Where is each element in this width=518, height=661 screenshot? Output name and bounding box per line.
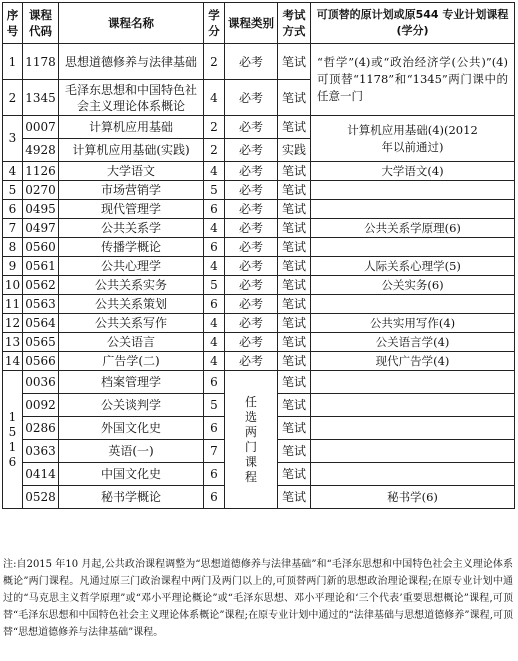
seq-cell-merged bbox=[3, 371, 23, 509]
credit-cell: 6 bbox=[204, 238, 225, 257]
replace-cell: 人际关系心理学(5) bbox=[311, 257, 515, 276]
seq-cell: 13 bbox=[3, 333, 23, 352]
name-cell: 公共心理学 bbox=[59, 257, 204, 276]
credit-cell: 4 bbox=[204, 333, 225, 352]
credit-cell: 4 bbox=[204, 352, 225, 371]
seq-cell: 9 bbox=[3, 257, 23, 276]
code-cell: 1345 bbox=[23, 80, 59, 116]
seq-15-16-label: 15 16 bbox=[8, 409, 17, 469]
elective-label: 任选两门课程 bbox=[244, 394, 257, 484]
seq-cell: 2 bbox=[3, 80, 23, 116]
exam-cell: 笔试 bbox=[278, 80, 311, 116]
table-row bbox=[3, 276, 515, 295]
table-row bbox=[3, 162, 515, 181]
exam-cell: 笔试 bbox=[278, 116, 311, 139]
header-exam: 考试方式 bbox=[278, 3, 311, 44]
name-cell: 英语(一) bbox=[59, 440, 204, 463]
name-cell: 公共关系写作 bbox=[59, 314, 204, 333]
table-row bbox=[3, 200, 515, 219]
replace-cell bbox=[311, 463, 515, 486]
name-cell: 计算机应用基础 bbox=[59, 116, 204, 139]
code-cell: 0270 bbox=[23, 181, 59, 200]
table-row bbox=[3, 295, 515, 314]
name-cell: 传播学概论 bbox=[59, 238, 204, 257]
name-cell: 大学语文 bbox=[59, 162, 204, 181]
code-cell: 0564 bbox=[23, 314, 59, 333]
code-cell: 0565 bbox=[23, 333, 59, 352]
seq-cell: 11 bbox=[3, 295, 23, 314]
header-name: 课程名称 bbox=[59, 3, 204, 44]
code-cell: 1126 bbox=[23, 162, 59, 181]
footnote: 注:自2015 年10 月起,公共政治课程调整为“思想道德修养与法律基础”和“毛泽东思想和中国特色社会主义理论体系概论”两门课程。凡通过原三门政治课程中两门及两门以上的,可顶替两门新的思想政治理论课程;在原专业计划中通过的“马克思主义哲学原理”或“邓小平理论概论”或“毛泽东思想、邓小平理论和‘三个代表’重要思想概论”课程,可顶替“毛泽东思想和中国特色社会主义理论体系概论”课程;在原专业计划中通过的“法律基础与思想道德修养”课程,可顶替“思想道德修养与法律基础”课程。 bbox=[3, 559, 513, 638]
credit-cell: 7 bbox=[204, 440, 225, 463]
seq-cell: 12 bbox=[3, 314, 23, 333]
code-cell: 0286 bbox=[23, 417, 59, 440]
code-cell: 0560 bbox=[23, 238, 59, 257]
table-row bbox=[3, 44, 515, 80]
replace-cell-merged: 计算机应用基础(4)(2012 年以前通过) bbox=[311, 116, 515, 162]
credit-cell: 6 bbox=[204, 295, 225, 314]
credit-cell: 4 bbox=[204, 314, 225, 333]
table-row bbox=[3, 257, 515, 276]
name-cell: 公共关系策划 bbox=[59, 295, 204, 314]
exam-cell: 笔试 bbox=[278, 238, 311, 257]
name-cell: 外国文化史 bbox=[59, 417, 204, 440]
table-row bbox=[3, 352, 515, 371]
exam-cell: 笔试 bbox=[278, 162, 311, 181]
exam-cell: 笔试 bbox=[278, 219, 311, 238]
replace-cell: 公关语言学(4) bbox=[311, 333, 515, 352]
exam-cell: 笔试 bbox=[278, 314, 311, 333]
category-cell: 必考 bbox=[225, 314, 278, 333]
name-cell: 公关语言 bbox=[59, 333, 204, 352]
exam-cell: 笔试 bbox=[278, 440, 311, 463]
name-cell: 公关谈判学 bbox=[59, 394, 204, 417]
category-cell: 必考 bbox=[225, 333, 278, 352]
code-cell: 0007 bbox=[23, 116, 59, 139]
code-cell: 0566 bbox=[23, 352, 59, 371]
seq-cell: 1 bbox=[3, 44, 23, 80]
name-cell: 市场营销学 bbox=[59, 181, 204, 200]
replace-cell bbox=[311, 417, 515, 440]
replace-cell bbox=[311, 200, 515, 219]
replace-cell: 大学语文(4) bbox=[311, 162, 515, 181]
seq-cell: 7 bbox=[3, 219, 23, 238]
code-cell: 0561 bbox=[23, 257, 59, 276]
seq-cell: 6 bbox=[3, 200, 23, 219]
credit-cell: 4 bbox=[204, 80, 225, 116]
seq-cell: 3 bbox=[3, 116, 23, 162]
name-cell: 公共关系学 bbox=[59, 219, 204, 238]
replace-cell bbox=[311, 295, 515, 314]
exam-cell: 实践 bbox=[278, 139, 311, 162]
exam-cell: 笔试 bbox=[278, 200, 311, 219]
exam-cell: 笔试 bbox=[278, 352, 311, 371]
credit-cell: 2 bbox=[204, 116, 225, 139]
category-cell-merged bbox=[225, 371, 278, 509]
category-cell: 必考 bbox=[225, 295, 278, 314]
category-cell: 必考 bbox=[225, 257, 278, 276]
exam-cell: 笔试 bbox=[278, 486, 311, 509]
header-credit: 学分 bbox=[204, 3, 225, 44]
credit-cell: 4 bbox=[204, 257, 225, 276]
exam-cell: 笔试 bbox=[278, 276, 311, 295]
seq-cell: 4 bbox=[3, 162, 23, 181]
table-row bbox=[3, 238, 515, 257]
category-cell: 必考 bbox=[225, 352, 278, 371]
code-cell: 0092 bbox=[23, 394, 59, 417]
category-cell: 必考 bbox=[225, 219, 278, 238]
credit-cell: 4 bbox=[204, 219, 225, 238]
credit-cell: 6 bbox=[204, 417, 225, 440]
code-cell: 0563 bbox=[23, 295, 59, 314]
code-cell: 4928 bbox=[23, 139, 59, 162]
table-row bbox=[3, 116, 515, 139]
credit-cell: 6 bbox=[204, 463, 225, 486]
seq-cell: 10 bbox=[3, 276, 23, 295]
code-cell: 0495 bbox=[23, 200, 59, 219]
exam-cell: 笔试 bbox=[278, 371, 311, 394]
header-seq: 序号 bbox=[3, 3, 23, 44]
credit-cell: 6 bbox=[204, 200, 225, 219]
table-row bbox=[3, 219, 515, 238]
exam-cell: 笔试 bbox=[278, 463, 311, 486]
credit-cell: 2 bbox=[204, 139, 225, 162]
code-cell: 0036 bbox=[23, 371, 59, 394]
replace-cell-merged: “哲学”(4)或“政治经济学(公共)”(4)可顶替“1178”和“1345”两门课中的任意一门 bbox=[311, 44, 515, 116]
seq-cell: 8 bbox=[3, 238, 23, 257]
course-table bbox=[2, 2, 515, 509]
code-cell: 0363 bbox=[23, 440, 59, 463]
code-cell: 0414 bbox=[23, 463, 59, 486]
category-cell: 必考 bbox=[225, 181, 278, 200]
credit-cell: 2 bbox=[204, 44, 225, 80]
course-plan-sheet bbox=[2, 2, 514, 509]
exam-cell: 笔试 bbox=[278, 44, 311, 80]
exam-cell: 笔试 bbox=[278, 181, 311, 200]
name-cell: 公共关系实务 bbox=[59, 276, 204, 295]
replace-cell bbox=[311, 238, 515, 257]
table-row bbox=[3, 333, 515, 352]
header-replace: 可顶替的原计划或原544 专业计划课程(学分) bbox=[311, 3, 515, 44]
credit-cell: 6 bbox=[204, 486, 225, 509]
replace-cell bbox=[311, 181, 515, 200]
category-cell: 必考 bbox=[225, 276, 278, 295]
exam-cell: 笔试 bbox=[278, 394, 311, 417]
code-cell: 0528 bbox=[23, 486, 59, 509]
replace-cell bbox=[311, 371, 515, 394]
table-row bbox=[3, 371, 515, 394]
name-cell: 现代管理学 bbox=[59, 200, 204, 219]
replace-cell: 现代广告学(4) bbox=[311, 352, 515, 371]
replace-cell bbox=[311, 394, 515, 417]
name-cell: 中国文化史 bbox=[59, 463, 204, 486]
category-cell: 必考 bbox=[225, 139, 278, 162]
replace-cell: 公共关系学原理(6) bbox=[311, 219, 515, 238]
replace-cell: 秘书学(6) bbox=[311, 486, 515, 509]
category-cell: 必考 bbox=[225, 238, 278, 257]
name-cell: 档案管理学 bbox=[59, 371, 204, 394]
name-cell: 思想道德修养与法律基础 bbox=[59, 44, 204, 80]
exam-cell: 笔试 bbox=[278, 333, 311, 352]
table-row bbox=[3, 181, 515, 200]
seq-cell: 5 bbox=[3, 181, 23, 200]
replace-cell: 公关实务(6) bbox=[311, 276, 515, 295]
seq-cell: 14 bbox=[3, 352, 23, 371]
replace-cell bbox=[311, 440, 515, 463]
name-cell: 计算机应用基础(实践) bbox=[59, 139, 204, 162]
name-cell: 秘书学概论 bbox=[59, 486, 204, 509]
header-row bbox=[3, 3, 515, 44]
credit-cell: 5 bbox=[204, 276, 225, 295]
exam-cell: 笔试 bbox=[278, 417, 311, 440]
exam-cell: 笔试 bbox=[278, 257, 311, 276]
category-cell: 必考 bbox=[225, 162, 278, 181]
credit-cell: 5 bbox=[204, 181, 225, 200]
category-cell: 必考 bbox=[225, 200, 278, 219]
code-cell: 0497 bbox=[23, 219, 59, 238]
header-category: 课程类别 bbox=[225, 3, 278, 44]
category-cell: 必考 bbox=[225, 116, 278, 139]
name-cell: 广告学(二) bbox=[59, 352, 204, 371]
table-row bbox=[3, 314, 515, 333]
credit-cell: 6 bbox=[204, 371, 225, 394]
category-cell: 必考 bbox=[225, 80, 278, 116]
header-code: 课程代码 bbox=[23, 3, 59, 44]
replace-cell: 公共实用写作(4) bbox=[311, 314, 515, 333]
code-cell: 0562 bbox=[23, 276, 59, 295]
code-cell: 1178 bbox=[23, 44, 59, 80]
credit-cell: 5 bbox=[204, 394, 225, 417]
exam-cell: 笔试 bbox=[278, 295, 311, 314]
category-cell: 必考 bbox=[225, 44, 278, 80]
name-cell: 毛泽东思想和中国特色社会主义理论体系概论 bbox=[59, 80, 204, 116]
credit-cell: 4 bbox=[204, 162, 225, 181]
